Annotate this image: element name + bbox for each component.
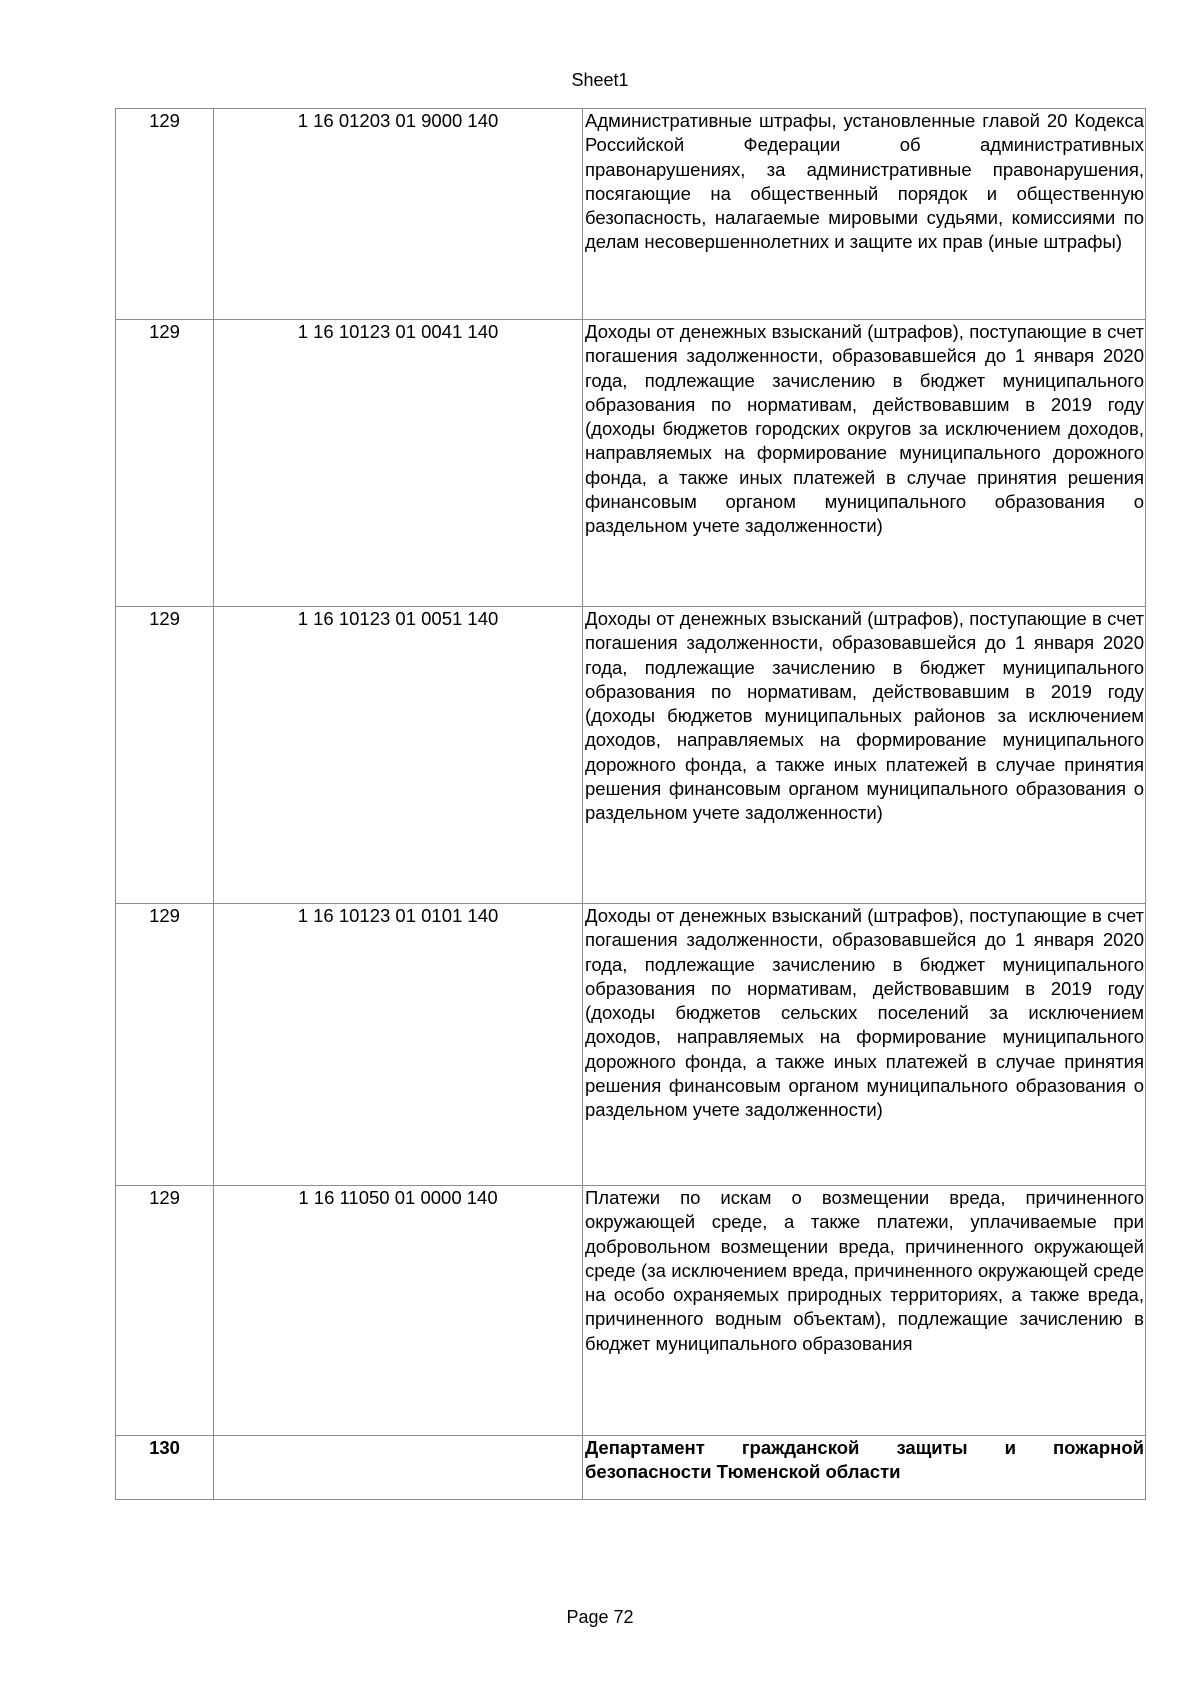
- table-row: [116, 320, 1146, 607]
- revenue-codes-table: [115, 108, 1146, 1500]
- budget-code-cell: 1 16 11050 01 0000 140: [214, 1186, 583, 1436]
- description-cell: Доходы от денежных взысканий (штрафов), поступающие в счет погашения задолженности, образовавшейся до 1 января 2020 года, подлежащие зачислению в бюджет муниципального образования по нормативам, действовавшим в 2019 году (доходы бюджетов сельских поселений за исключением доходов, направляемых на формирование муниципального дорожного фонда, а также иных платежей в случае принятия решения финансовым органом муниципального образования о раздельном учете задолженности): [583, 904, 1146, 1186]
- budget-code-cell: 1 16 01203 01 9000 140: [214, 109, 583, 320]
- department-name-cell: Департамент гражданской защиты и пожарной безопасности Тюменской области: [583, 1436, 1146, 1500]
- sheet-title: Sheet1: [571, 70, 629, 90]
- description-cell: Доходы от денежных взысканий (штрафов), поступающие в счет погашения задолженности, образовавшейся до 1 января 2020 года, подлежащие зачислению в бюджет муниципального образования по нормативам, действовавшим в 2019 году (доходы бюджетов муниципальных районов за исключением доходов, направляемых на формирование муниципального дорожного фонда, а также иных платежей в случае принятия решения финансовым органом муниципального образования о раздельном учете задолженности): [583, 607, 1146, 904]
- admin-number-cell: 129: [116, 904, 214, 1186]
- admin-number-cell: 129: [116, 607, 214, 904]
- table-row-department-heading: [116, 1436, 1146, 1500]
- admin-number-cell: 130: [116, 1436, 214, 1500]
- budget-code-cell: 1 16 10123 01 0041 140: [214, 320, 583, 607]
- budget-code-cell: [214, 1436, 583, 1500]
- admin-number-cell: 129: [116, 320, 214, 607]
- budget-code-cell: 1 16 10123 01 0051 140: [214, 607, 583, 904]
- admin-number-cell: 129: [116, 109, 214, 320]
- table-row: [116, 1186, 1146, 1436]
- budget-code-cell: 1 16 10123 01 0101 140: [214, 904, 583, 1186]
- admin-number-cell: 129: [116, 1186, 214, 1436]
- table-row: [116, 607, 1146, 904]
- description-cell: Платежи по искам о возмещении вреда, причиненного окружающей среде, а также платежи, уплачиваемые при добровольном возмещении вреда, причиненного окружающей среде (за исключением вреда, причиненного окружающей среде на особо охраняемых природных территориях, а также вреда, причиненного водным объектам), подлежащие зачислению в бюджет муниципального образования: [583, 1186, 1146, 1436]
- page-number: Page 72: [566, 1607, 634, 1627]
- description-cell: Доходы от денежных взысканий (штрафов), поступающие в счет погашения задолженности, образовавшейся до 1 января 2020 года, подлежащие зачислению в бюджет муниципального образования по нормативам, действовавшим в 2019 году (доходы бюджетов городских округов за исключением доходов, направляемых на формирование муниципального дорожного фонда, а также иных платежей в случае принятия решения финансовым органом муниципального образования о раздельном учете задолженности): [583, 320, 1146, 607]
- table-row: [116, 109, 1146, 320]
- description-cell: Административные штрафы, установленные главой 20 Кодекса Российской Федерации об административных правонарушениях, за административные правонарушения, посягающие на общественный порядок и общественную безопасность, налагаемые мировыми судьями, комиссиями по делам несовершеннолетних и защите их прав (иные штрафы): [583, 109, 1146, 320]
- table-row: [116, 904, 1146, 1186]
